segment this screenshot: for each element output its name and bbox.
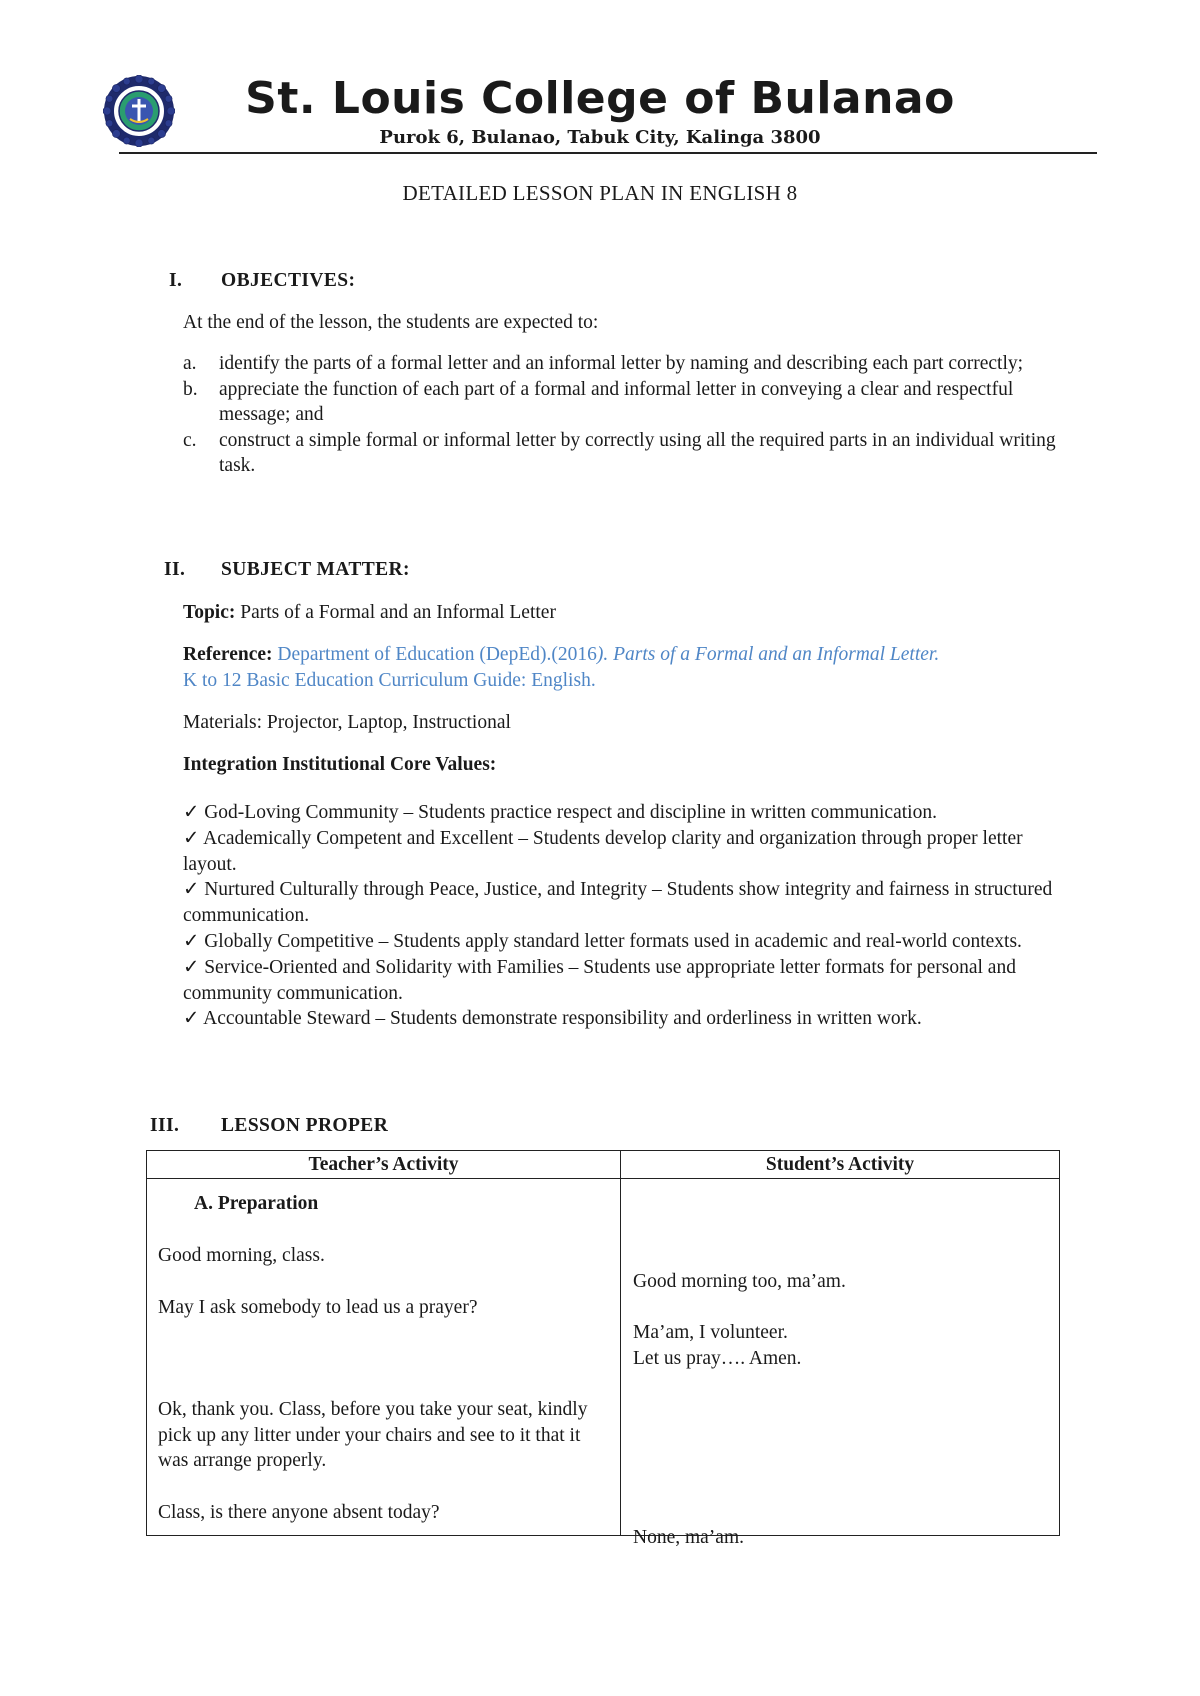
lesson-proper-table	[146, 1150, 1060, 1548]
section-number: II.	[164, 559, 186, 580]
reference-citation-link[interactable]: Department of Education (DepEd).(2016	[277, 644, 597, 665]
list-item: ✓ Nurtured Culturally through Peace, Justice, and Integrity – Students show integrity and fairness in structured communication.	[183, 879, 1053, 927]
section-label: SUBJECT MATTER:	[221, 559, 410, 580]
teacher-line: Good morning, class.	[158, 1245, 325, 1266]
student-activity-cell	[621, 1179, 1060, 1548]
list-item: ✓ Globally Competitive – Students apply standard letter formats used in academic and real-world contexts.	[183, 930, 1022, 952]
teacher-line: Ok, thank you. Class, before you take your seat, kindly pick up any litter under your chairs and see to it that it was arrange properly.	[158, 1399, 588, 1471]
list-item	[183, 377, 1063, 428]
list-marker: a.	[183, 353, 197, 374]
reference-line	[183, 642, 1063, 693]
table-row	[147, 1179, 1060, 1536]
objective-text: construct a simple formal or informal letter by correctly using all the required parts in an individual writing task.	[219, 429, 1056, 476]
reference-label: Reference:	[183, 644, 273, 665]
objective-text: identify the parts of a formal letter and an informal letter by naming and describing each part correctly;	[219, 353, 1024, 374]
list-item: ✓ God-Loving Community – Students practice respect and discipline in written communication.	[183, 802, 937, 823]
college-address: Purok 6, Bulanao, Tabuk City, Kalinga 3800	[379, 127, 821, 148]
student-line: Let us pray…. Amen.	[633, 1348, 802, 1369]
list-item: ✓ Accountable Steward – Students demonstrate responsibility and orderliness in written work.	[183, 1008, 922, 1030]
topic-label: Topic:	[183, 602, 236, 623]
list-marker: c.	[183, 429, 197, 451]
column-header-student: Student’s Activity	[621, 1151, 1060, 1179]
college-name: St. Louis College of Bulanao	[245, 73, 955, 124]
core-values-heading: Integration Institutional Core Values:	[183, 754, 497, 775]
document-title: DETAILED LESSON PLAN IN ENGLISH 8	[402, 181, 798, 205]
topic-line	[183, 600, 1063, 626]
teacher-line: Class, is there anyone absent today?	[158, 1502, 440, 1523]
student-line: None, ma’am.	[633, 1527, 745, 1548]
section-label: LESSON PROPER	[221, 1115, 389, 1136]
student-line: Good morning too, ma’am.	[633, 1271, 846, 1292]
reference-source-link[interactable]: K to 12 Basic Education Curriculum Guide: English.	[183, 669, 596, 691]
preparation-heading: A. Preparation	[194, 1193, 319, 1214]
objectives-list	[183, 351, 1063, 479]
list-marker: b.	[183, 378, 198, 400]
list-item: ✓ Academically Competent and Excellent – Students develop clarity and organization through proper letter layout.	[183, 827, 1023, 875]
topic-value: Parts of a Formal and an Informal Letter	[240, 602, 556, 623]
section-label: OBJECTIVES:	[221, 270, 356, 291]
core-values-list	[183, 800, 1063, 1032]
materials-line: Materials: Projector, Laptop, Instructional	[183, 712, 511, 733]
list-item	[183, 351, 1063, 377]
objectives-intro: At the end of the lesson, the students are expected to:	[183, 312, 599, 333]
list-item: ✓ Service-Oriented and Solidarity with Families – Students use appropriate letter formats for personal and community communication.	[183, 956, 1016, 1004]
student-line: Ma’am, I volunteer.	[633, 1322, 788, 1343]
list-item	[183, 428, 1063, 479]
section-number: III.	[150, 1115, 180, 1136]
reference-title-link[interactable]: ). Parts of a Formal and an Informal Letter.	[596, 644, 940, 665]
column-header-teacher: Teacher’s Activity	[147, 1151, 621, 1179]
teacher-line: May I ask somebody to lead us a prayer?	[158, 1297, 478, 1318]
header-divider	[119, 152, 1097, 154]
objective-text: appreciate the function of each part of a formal and informal letter in conveying a clear and respectful message; and	[219, 378, 1014, 425]
section-number: I.	[169, 270, 183, 291]
teacher-activity-cell	[147, 1179, 621, 1536]
